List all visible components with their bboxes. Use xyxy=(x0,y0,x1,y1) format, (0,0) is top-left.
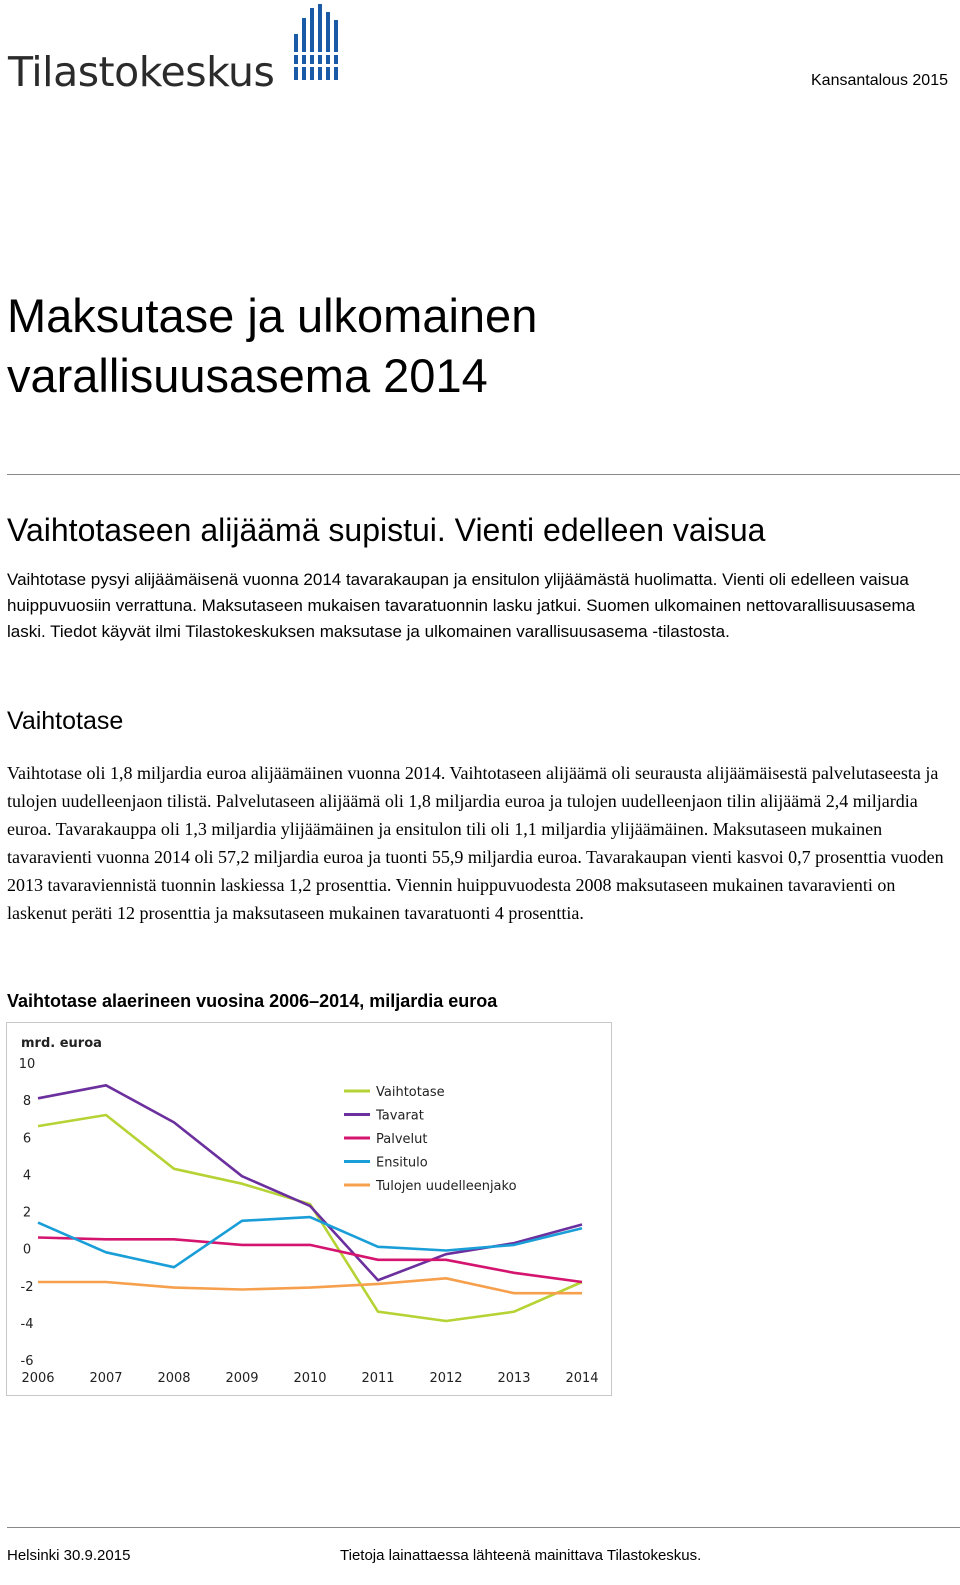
y-tick-label: 2 xyxy=(22,1205,32,1221)
title-line-1: Maksutase ja ulkomainen xyxy=(7,289,538,342)
x-tick-label: 2013 xyxy=(497,1371,531,1386)
y-tick-label: -2 xyxy=(20,1279,34,1295)
lead-heading: Vaihtotaseen alijäämä supistui. Vienti edelleen vaisua xyxy=(7,512,766,548)
x-tick-label: 2014 xyxy=(565,1371,599,1386)
x-tick-label: 2010 xyxy=(293,1371,327,1386)
y-tick-label: 6 xyxy=(22,1131,32,1147)
publication-series: Kansantalous 2015 xyxy=(811,72,948,89)
chart-container xyxy=(6,1022,612,1396)
page-title xyxy=(7,286,907,406)
lead-paragraph: Vaihtotase pysyi alijäämäisenä vuonna 2014 tavarakaupan ja ensitulon ylijäämästä huolimatta. Vienti oli edelleen vaisua huippuvuosiin verrattuna. Maksutaseen mukaisen tavaratuonnin lasku jatkui. Suomen ulkomainen nettovarallisuusasema laski. Tiedot käyvät ilmi Tilastokeskuksen maksutase ja ulkomainen varallisuusasema -tilastosta. xyxy=(7,570,916,641)
legend-label: Palvelut xyxy=(376,1132,428,1147)
footer-date: Helsinki 30.9.2015 xyxy=(7,1547,131,1564)
logo-text: Tilastokeskus xyxy=(8,48,275,96)
line-chart xyxy=(7,1023,611,1395)
y-tick-label: 10 xyxy=(18,1057,36,1072)
legend-label: Vaihtotase xyxy=(376,1085,445,1100)
series-line-tulojen-uudelleenjako xyxy=(38,1278,582,1293)
y-tick-label: -4 xyxy=(20,1316,34,1332)
x-tick-label: 2012 xyxy=(429,1371,463,1386)
y-tick-label: 4 xyxy=(22,1168,32,1184)
y-tick-label: -6 xyxy=(20,1354,34,1369)
title-divider xyxy=(7,474,960,475)
footer-citation: Tietoja lainattaessa lähteenä mainittava Tilastokeskus. xyxy=(340,1547,702,1564)
section-paragraph: Vaihtotase oli 1,8 miljardia euroa alijäämäinen vuonna 2014. Vaihtotaseen alijäämä oli seurausta alijäämäisestä palvelutaseesta ja tulojen uudelleenjaon tilistä. Palvelutaseen alijäämä oli 1,8 miljardia euroa ja tulojen uudelleenjaon tilin alijäämä 2,4 miljardia euroa. Tavarakauppa oli 1,3 miljardia ylijäämäinen ja ensitulon tili oli 1,1 miljardia ylijäämäinen. Maksutaseen mukainen tavaravienti vuonna 2014 oli 57,2 miljardia euroa ja tuonti 55,9 miljardia euroa. Tavarakaupan vienti kasvoi 0,7 prosenttia vuoden 2013 tavaraviennistä tuonnin laskiessa 1,2 prosenttia. Viennin huippuvuodesta 2008 maksutaseen mukainen tavaravienti on laskenut peräti 12 prosenttia ja maksutaseen mukainen tavaratuonti 4 prosenttia. xyxy=(7,763,944,923)
logo-bars-icon xyxy=(292,4,348,90)
footer-divider xyxy=(7,1527,960,1528)
legend-label: Tavarat xyxy=(376,1108,424,1124)
legend-label: Tulojen uudelleenjako xyxy=(376,1179,517,1194)
section-heading: Vaihtotase xyxy=(7,707,124,735)
chart-heading: Vaihtotase alaerineen vuosina 2006–2014, miljardia euroa xyxy=(7,991,498,1011)
logo xyxy=(8,4,348,94)
y-tick-label: 8 xyxy=(22,1094,32,1110)
x-tick-label: 2008 xyxy=(157,1371,191,1386)
y-tick-label: 0 xyxy=(22,1242,32,1258)
x-tick-label: 2009 xyxy=(225,1371,259,1386)
legend-label: Ensitulo xyxy=(376,1155,428,1171)
x-tick-label: 2007 xyxy=(89,1371,123,1386)
series-line-ensitulo xyxy=(38,1217,582,1267)
x-tick-label: 2006 xyxy=(21,1371,55,1386)
y-axis-label: mrd. euroa xyxy=(21,1036,102,1051)
title-line-2: varallisuusasema 2014 xyxy=(7,349,488,402)
x-tick-label: 2011 xyxy=(361,1371,395,1386)
